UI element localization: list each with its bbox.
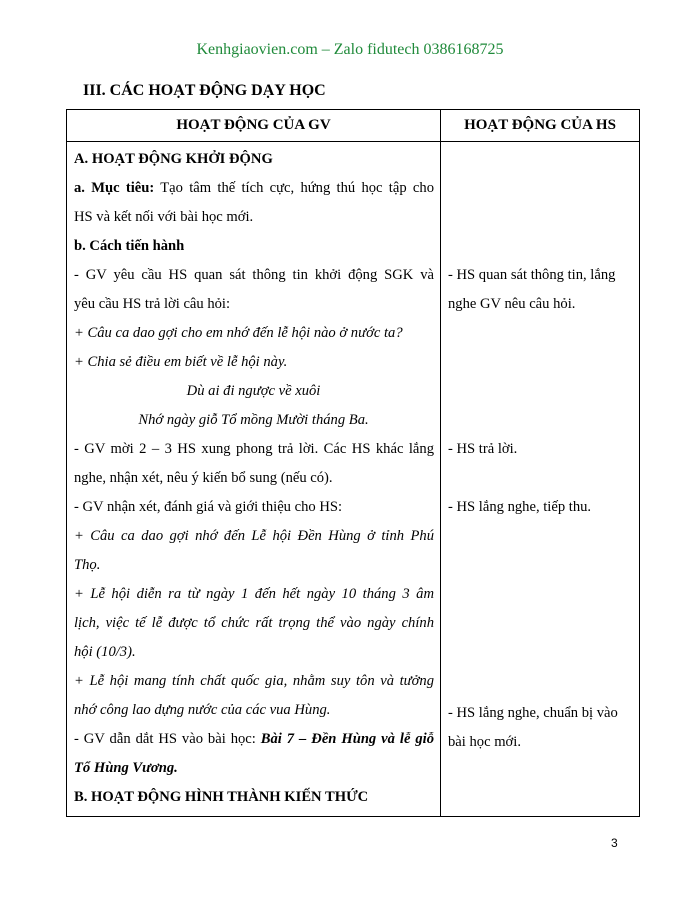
hs-response-line: - HS quan sát thông tin, lắng bbox=[448, 267, 616, 283]
section-a-title: A. HOẠT ĐỘNG KHỞI ĐỘNG bbox=[74, 151, 273, 167]
hs-activities-cell bbox=[441, 142, 640, 817]
gv-activities-cell bbox=[67, 142, 441, 817]
lesson-title: Bài 7 – Đền Hùng và lễ giỗ bbox=[260, 731, 435, 747]
column-header-hs: HOẠT ĐỘNG CỦA HS bbox=[441, 110, 640, 142]
column-header-gv: HOẠT ĐỘNG CỦA GV bbox=[67, 110, 441, 142]
section-title: III. CÁC HOẠT ĐỘNG DẠY HỌC bbox=[83, 82, 326, 99]
section-b-title: B. HOẠT ĐỘNG HÌNH THÀNH KIẾN THỨC bbox=[74, 789, 369, 805]
table-header-row bbox=[67, 110, 640, 142]
answer-line: lịch, việc tế lễ được tổ chức rất trọng thể vào ngày chính bbox=[74, 615, 434, 631]
source-header: Kenhgiaovien.com – Zalo fidutech 0386168725 bbox=[196, 41, 504, 58]
poem-line: Nhớ ngày giỗ Tổ mồng Mười tháng Ba. bbox=[138, 412, 369, 428]
answer-line: nhớ công lao dựng nước của các vua Hùng. bbox=[74, 702, 331, 718]
hs-response-line: - HS lắng nghe, chuẩn bị vào bbox=[448, 705, 618, 721]
paragraph-line: - GV nhận xét, đánh giá và giới thiệu cho HS: bbox=[74, 499, 343, 515]
cach-tien-hanh-title: b. Cách tiến hành bbox=[74, 238, 185, 254]
answer-line: Thọ. bbox=[74, 557, 101, 573]
hs-response-line: nghe GV nêu câu hỏi. bbox=[448, 296, 576, 312]
muc-tieu-line-2: HS và kết nối với bài học mới. bbox=[74, 209, 254, 225]
paragraph-line: - GV mời 2 – 3 HS xung phong trả lời. Các HS khác lắng bbox=[74, 441, 434, 457]
page-number: 3 bbox=[611, 836, 618, 850]
table-row bbox=[67, 142, 640, 817]
activities-table bbox=[66, 109, 640, 817]
paragraph-line: nghe, nhận xét, nêu ý kiến bổ sung (nếu có). bbox=[74, 470, 333, 486]
hs-response-line: - HS trả lời. bbox=[448, 441, 518, 457]
paragraph-line: yêu cầu HS trả lời câu hỏi: bbox=[74, 296, 231, 312]
question-line: + Câu ca dao gợi cho em nhớ đến lễ hội nào ở nước ta? bbox=[74, 325, 403, 341]
muc-tieu-text: Tạo tâm thế tích cực, hứng thú học tập cho bbox=[154, 180, 434, 196]
hs-response-line: bài học mới. bbox=[448, 734, 521, 750]
lesson-title-line-2: Tổ Hùng Vương. bbox=[74, 760, 178, 776]
question-line: + Chia sẻ điều em biết về lễ hội này. bbox=[74, 354, 288, 370]
answer-line: hội (10/3). bbox=[74, 644, 136, 660]
hs-response-line: - HS lắng nghe, tiếp thu. bbox=[448, 499, 592, 515]
lesson-intro-line bbox=[74, 730, 434, 748]
muc-tieu-line bbox=[74, 179, 434, 197]
answer-line: + Lễ hội mang tính chất quốc gia, nhằm suy tôn và tưởng bbox=[74, 673, 434, 689]
answer-line: + Câu ca dao gợi nhớ đến Lễ hội Đền Hùng ở tỉnh Phú bbox=[74, 528, 434, 544]
paragraph-line: - GV yêu cầu HS quan sát thông tin khởi động SGK và bbox=[74, 267, 434, 283]
answer-line: + Lễ hội diễn ra từ ngày 1 đến hết ngày 10 tháng 3 âm bbox=[74, 586, 434, 602]
poem-line: Dù ai đi ngược về xuôi bbox=[186, 383, 321, 399]
muc-tieu-label: a. Mục tiêu: bbox=[74, 180, 155, 196]
lesson-intro-prefix: - GV dẫn dắt HS vào bài học: bbox=[74, 731, 261, 747]
